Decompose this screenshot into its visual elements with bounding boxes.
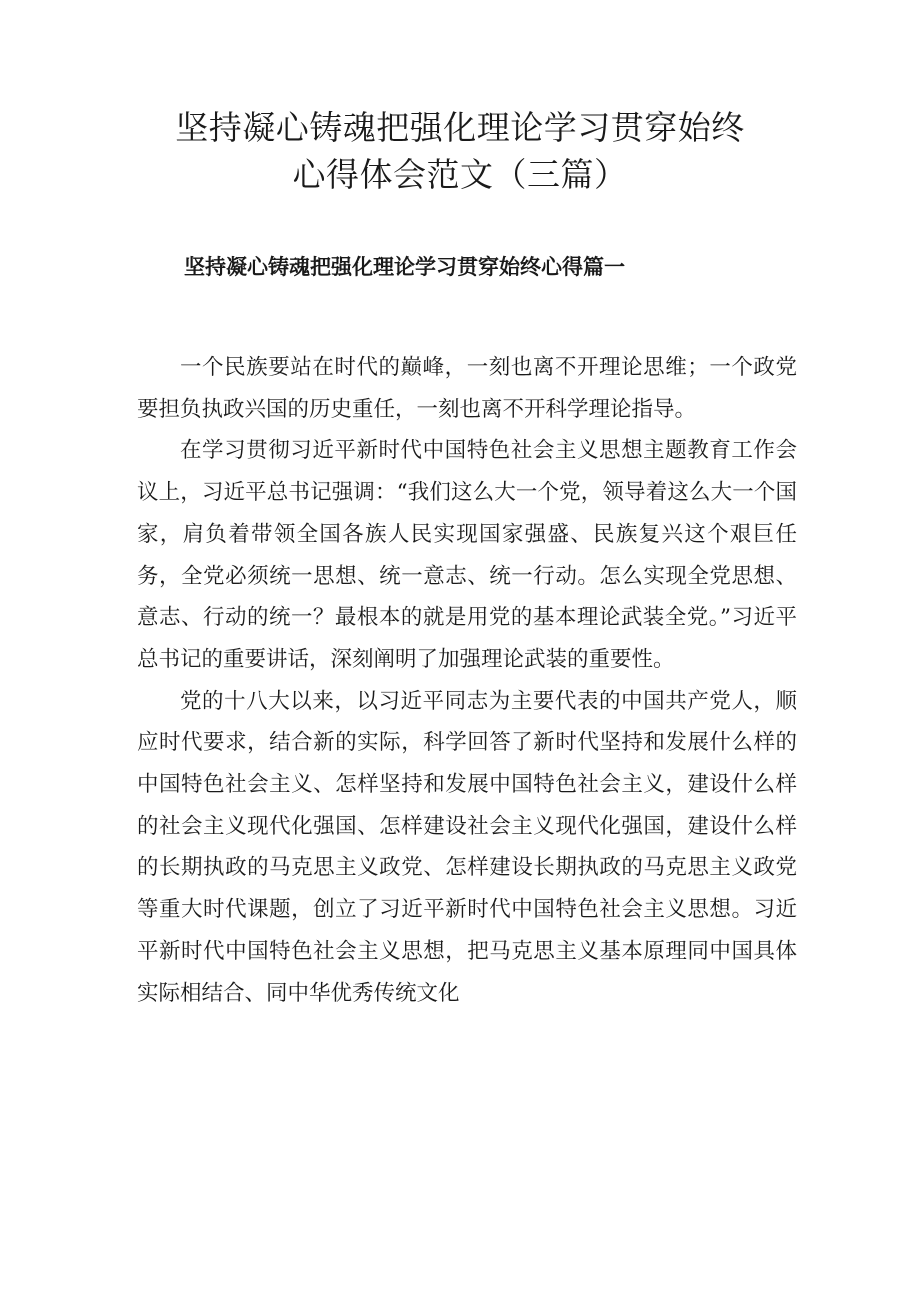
section-heading: 坚持凝心铸魂把强化理论学习贯穿始终心得篇一 (184, 255, 625, 279)
document-title-line-1: 坚持凝心铸魂把强化理论学习贯穿始终 (175, 108, 745, 147)
paragraph-1: 一个民族要站在时代的巅峰，一刻也离不开理论思维；一个政党要担负执政兴国的历史重任，一刻也离不开科学理论指导。 (137, 355, 797, 422)
paragraph-2: 在学习贯彻习近平新时代中国特色社会主义思想主题教育工作会议上，习近平总书记强调：“我们这么大一个党，领导着这么大一个国家，肩负着带领全国各族人民实现国家强盛、民族复兴这个艰巨任务，全党必须统一思想、统一意志、统一行动。怎么实现全党思想、意志、行动的统一？最根本的就是用党的基本理论武装全党。”习近平总书记的重要讲话，深刻阐明了加强理论武装的重要性。 (137, 438, 797, 672)
document-body (137, 347, 797, 1014)
paragraph-3: 党的十八大以来，以习近平同志为主要代表的中国共产党人，顺应时代要求，结合新的实际，科学回答了新时代坚持和发展什么样的中国特色社会主义、怎样坚持和发展中国特色社会主义，建设什么样的社会主义现代化强国、怎样建设社会主义现代化强国，建设什么样的长期执政的马克思主义政党、怎样建设长期执政的马克思主义政党等重大时代课题，创立了习近平新时代中国特色社会主义思想。习近平新时代中国特色社会主义思想，把马克思主义基本原理同中国具体实际相结合、同中华优秀传统文化 (137, 688, 797, 1006)
document-title-line-2: 心得体会范文（三篇） (292, 155, 628, 194)
